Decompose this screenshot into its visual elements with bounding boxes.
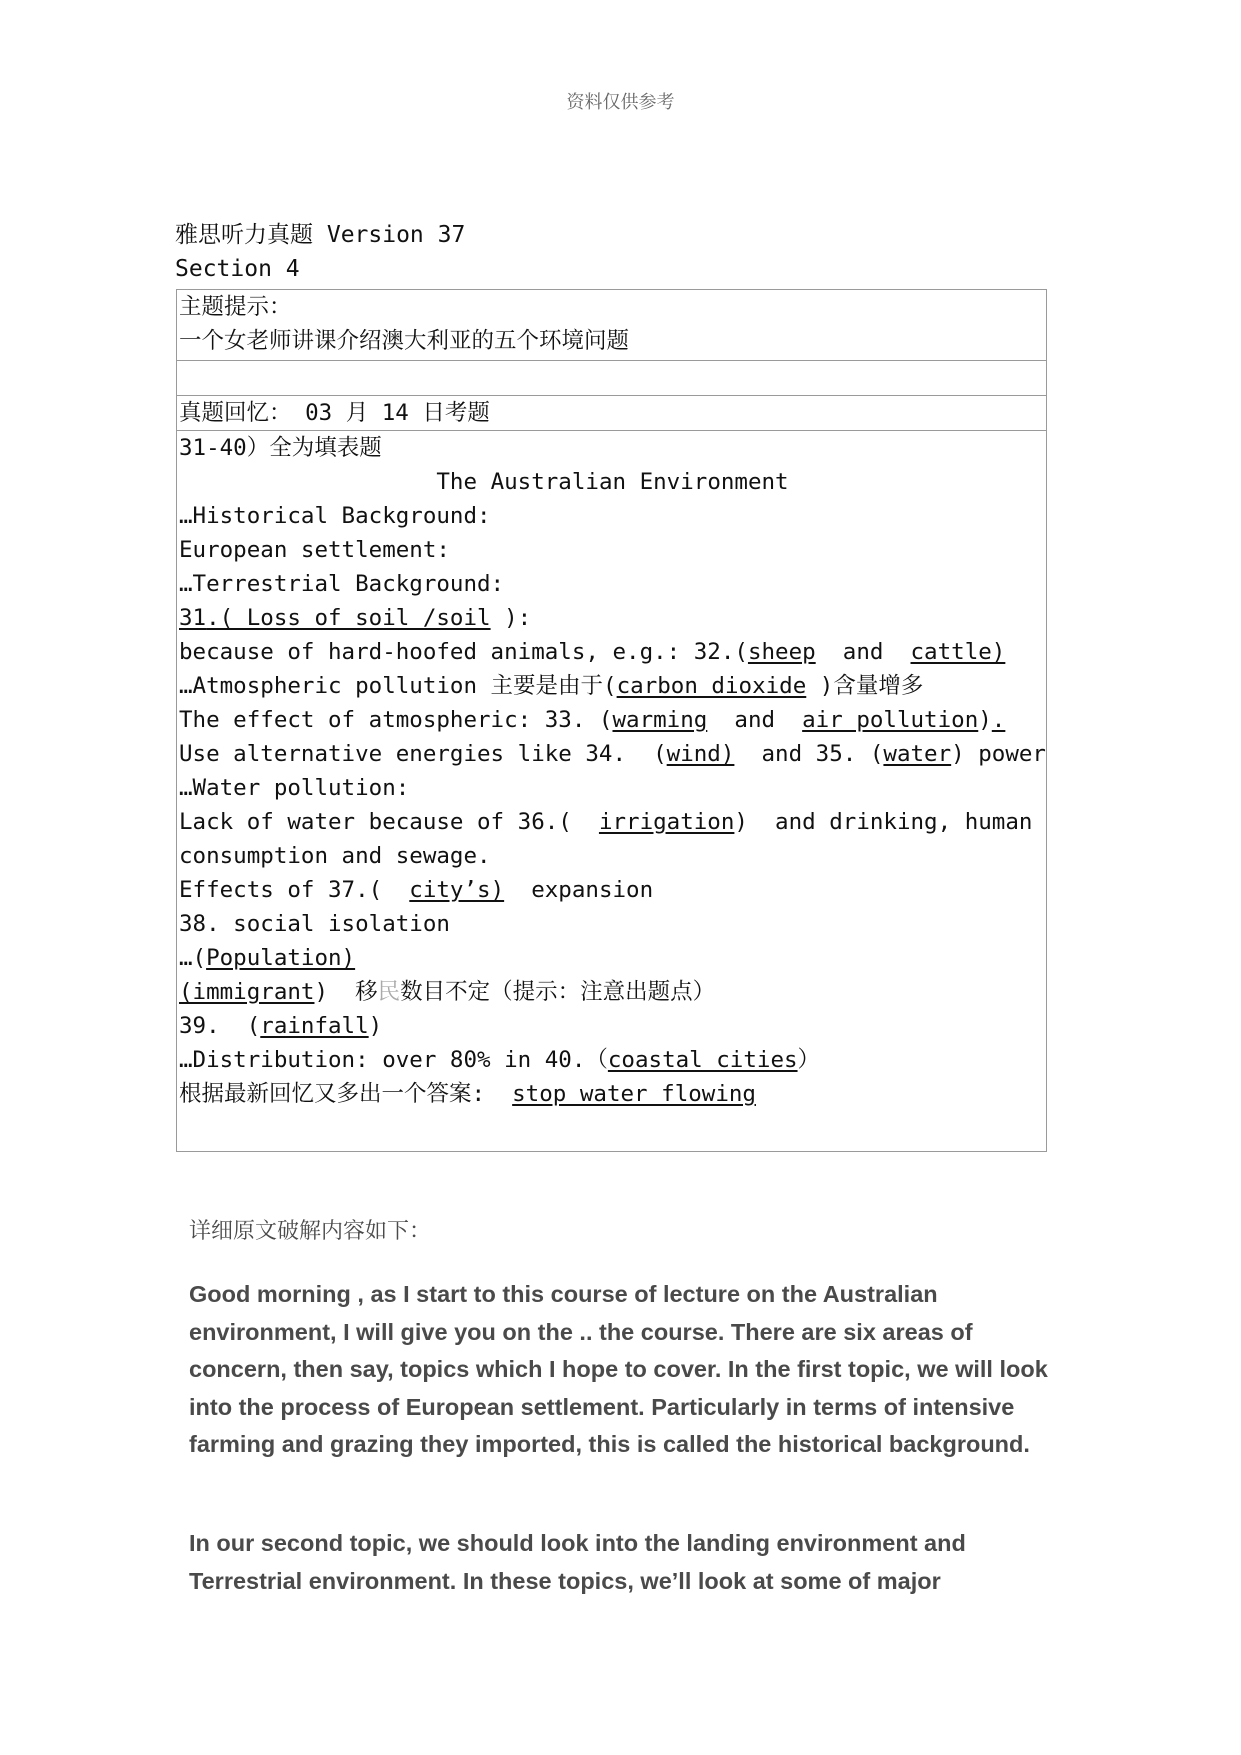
historical-line: …Historical Background: (179, 503, 491, 529)
water-line: …Water pollution: (179, 775, 410, 801)
extra-answer: stop water flowing (512, 1081, 756, 1107)
atmos-prefix: …Atmospheric pollution 主要是由于( (179, 673, 617, 699)
immigrant-faded-char: 民 (377, 979, 401, 1005)
population-prefix: …( (179, 945, 207, 971)
form-heading: The Australian Environment (436, 469, 789, 495)
q32-line (179, 635, 1046, 669)
immigrant-line (179, 975, 1046, 1009)
q40-answer: coastal cities (607, 1047, 798, 1073)
question-table (176, 289, 1047, 1152)
q35-answer: water (883, 741, 952, 767)
atmos-line (179, 669, 1046, 703)
q40-suffix: ） (797, 1047, 821, 1073)
european-line: European settlement: (179, 537, 450, 563)
q39-suffix: ) (368, 1013, 383, 1039)
atmos-answer: carbon dioxide (616, 673, 807, 699)
q31-number: 31 (179, 605, 207, 631)
q31-answer: .( Loss of soil /soil (206, 605, 491, 631)
transcript-paragraph-2: In our second topic, we should look into the landing environment and Terrestrial environment. In these topics, we’ll look at some of major (189, 1530, 966, 1594)
topic-label: 主题提示： (179, 294, 292, 320)
topic-cell (177, 290, 1047, 361)
body-row (177, 431, 1047, 1152)
terrestrial-line: …Terrestrial Background: (179, 571, 505, 597)
q34-suffix: ) power (951, 741, 1046, 767)
title-block (175, 218, 465, 286)
q32-answer-2: cattle) (910, 639, 1006, 665)
recall-cell (177, 396, 1047, 431)
q36-line (179, 805, 1046, 839)
q33-line (179, 703, 1046, 737)
q33-suffix: ) (978, 707, 992, 733)
q36-suffix: ) and drinking, human (734, 809, 1033, 835)
q32-prefix: because of hard-hoofed animals, e.g.: 32.( (179, 639, 748, 665)
q33-mid: and (707, 707, 803, 733)
q40-line (179, 1043, 1046, 1077)
immigrant-suffix: 数目不定（提示：注意出题点） (400, 979, 716, 1005)
q39-answer: rainfall (260, 1013, 369, 1039)
q36-prefix: Lack of water because of 36.( (179, 809, 599, 835)
q33-answer-1: warming (612, 707, 708, 733)
doc-title: 雅思听力真题 Version 37 (175, 222, 466, 248)
page-header: 资料仅供参考 (566, 92, 675, 113)
recall-row (177, 396, 1047, 431)
blank-row (177, 361, 1047, 396)
q39-prefix: 39. ( (179, 1013, 261, 1039)
q32-answer-1: sheep (747, 639, 816, 665)
body-cell (177, 431, 1047, 1152)
q34-answer: wind) (666, 741, 735, 767)
population-line (179, 941, 1046, 975)
q33-dot: . (991, 707, 1006, 733)
q31-line (179, 601, 1046, 635)
topic-row (177, 290, 1047, 361)
q34-line (179, 737, 1046, 771)
extra-prefix: 根据最新回忆又多出一个答案: (179, 1081, 513, 1107)
q34-prefix: Use alternative energies like 34. ( (179, 741, 667, 767)
recall-date: 03 月 14 日考题 (305, 400, 490, 426)
q32-mid: and (815, 639, 911, 665)
q33-answer-2: air pollution (802, 707, 979, 733)
q38-line: 38. social isolation (179, 911, 450, 937)
q33-prefix: The effect of atmospheric: 33. ( (179, 707, 613, 733)
topic-text: 一个女老师讲课介绍澳大利亚的五个环境问题 (179, 328, 630, 354)
q36-continued: consumption and sewage. (179, 843, 491, 869)
q37-suffix: expansion (504, 877, 654, 903)
intro-line: 31-40）全为填表题 (179, 435, 382, 461)
extra-answer-line (179, 1077, 1046, 1111)
q39-line (179, 1009, 1046, 1043)
blank-cell (177, 361, 1047, 396)
q37-prefix: Effects of 37.( (179, 877, 410, 903)
atmos-suffix: )含量增多 (806, 673, 924, 699)
immigrant-answer: (immigrant (179, 979, 315, 1005)
q34-mid: and 35. ( (734, 741, 884, 767)
recall-label: 真题回忆： (179, 400, 292, 426)
population-answer: Population) (206, 945, 356, 971)
section-title: Section 4 (175, 256, 300, 282)
q37-line (179, 873, 1046, 907)
q40-prefix: …Distribution: over 80% in 40.（ (179, 1047, 608, 1073)
detail-heading: 详细原文破解内容如下： (189, 1219, 432, 1244)
transcript-paragraph-1: Good morning , as I start to this course of lecture on the Australian environment, I will give you on the .. the course. There are six areas of concern, then say, topics which I hope to cover. In the first topic, we will look into the process of European settlement. Particularly in terms of intensive farming and grazing they imported, this is called the historical background. (189, 1281, 1048, 1457)
q36-answer: irrigation (598, 809, 735, 835)
q31-suffix: ): (490, 605, 532, 631)
q37-answer: city’s) (409, 877, 505, 903)
immigrant-mid: ) 移 (314, 979, 378, 1005)
